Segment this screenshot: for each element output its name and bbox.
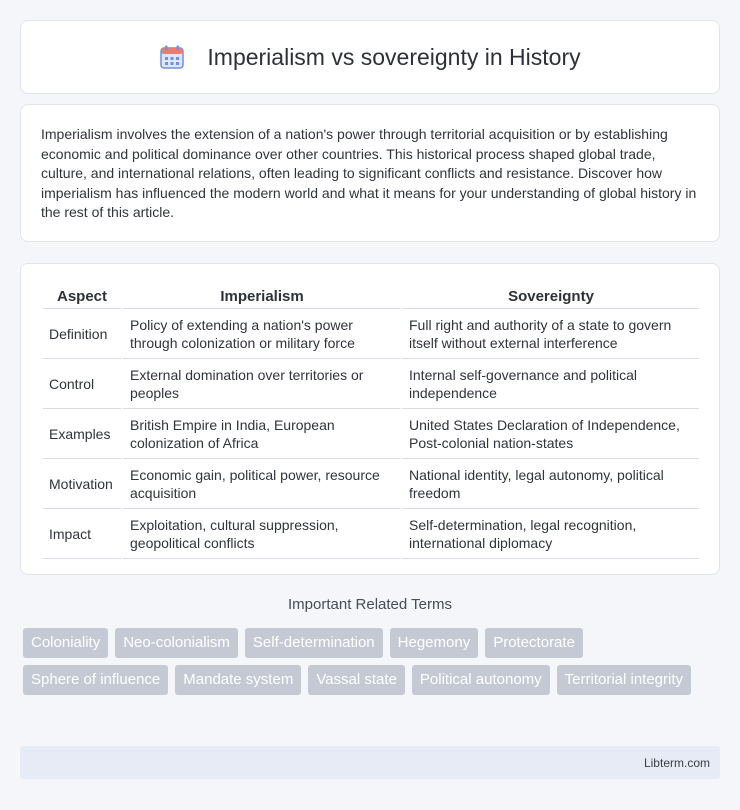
related-term-tag[interactable]: Hegemony: [390, 628, 479, 658]
sovereignty-cell: Self-determination, legal recognition, international diplomacy: [400, 509, 699, 559]
header-aspect: Aspect: [43, 284, 121, 309]
related-term-tag[interactable]: Neo-colonialism: [115, 628, 238, 658]
page-title: Imperialism vs sovereignty in History: [207, 43, 581, 70]
sovereignty-cell: National identity, legal autonomy, political freedom: [400, 459, 699, 509]
imperialism-cell: External domination over territories or peoples: [121, 359, 400, 409]
related-terms-list: [23, 628, 723, 702]
aspect-cell: Examples: [43, 409, 121, 459]
title-card: [20, 20, 720, 94]
aspect-cell: Impact: [43, 509, 121, 559]
aspect-cell: Motivation: [43, 459, 121, 509]
related-term-tag[interactable]: Political autonomy: [412, 665, 550, 695]
related-term-tag[interactable]: Self-determination: [245, 628, 383, 658]
related-term-tag[interactable]: Territorial integrity: [557, 665, 691, 695]
aspect-cell: Definition: [43, 309, 121, 359]
related-term-tag[interactable]: Protectorate: [485, 628, 583, 658]
intro-card: [20, 104, 720, 242]
comparison-table: [43, 284, 699, 559]
sovereignty-cell: United States Declaration of Independence, Post-colonial nation-states: [400, 409, 699, 459]
imperialism-cell: Exploitation, cultural suppression, geopolitical conflicts: [121, 509, 400, 559]
related-terms-heading: Important Related Terms: [288, 596, 452, 613]
related-term-tag[interactable]: Vassal state: [308, 665, 405, 695]
table-header-row: [43, 284, 699, 309]
header-imperialism: Imperialism: [121, 284, 400, 309]
related-term-tag[interactable]: Sphere of influence: [23, 665, 168, 695]
table-row: [43, 459, 699, 509]
imperialism-cell: Economic gain, political power, resource acquisition: [121, 459, 400, 509]
table-row: [43, 409, 699, 459]
comparison-card: [20, 263, 720, 575]
imperialism-cell: British Empire in India, European colonization of Africa: [121, 409, 400, 459]
footer-bar: [20, 746, 720, 779]
imperialism-cell: Policy of extending a nation's power through colonization or military force: [121, 309, 400, 359]
related-term-tag[interactable]: Coloniality: [23, 628, 108, 658]
footer-site-link[interactable]: Libterm.com: [643, 755, 710, 770]
header-sovereignty: Sovereignty: [400, 284, 699, 309]
intro-paragraph: Imperialism involves the extension of a nation's power through territorial acquisition or by establishing economic and political dominance over other countries. This historical process shaped global trade, culture, and international relations, often leading to significant conflicts and resistance. Discover how imperialism has influenced the modern world and what it means for your understanding of global history in the rest of this article.: [41, 126, 697, 220]
sovereignty-cell: Full right and authority of a state to govern itself without external interference: [400, 309, 699, 359]
related-term-tag[interactable]: Mandate system: [175, 665, 301, 695]
table-row: [43, 509, 699, 559]
aspect-cell: Control: [43, 359, 121, 409]
table-row: [43, 309, 699, 359]
sovereignty-cell: Internal self-governance and political independence: [400, 359, 699, 409]
calendar-icon: [159, 44, 185, 70]
table-row: [43, 359, 699, 409]
